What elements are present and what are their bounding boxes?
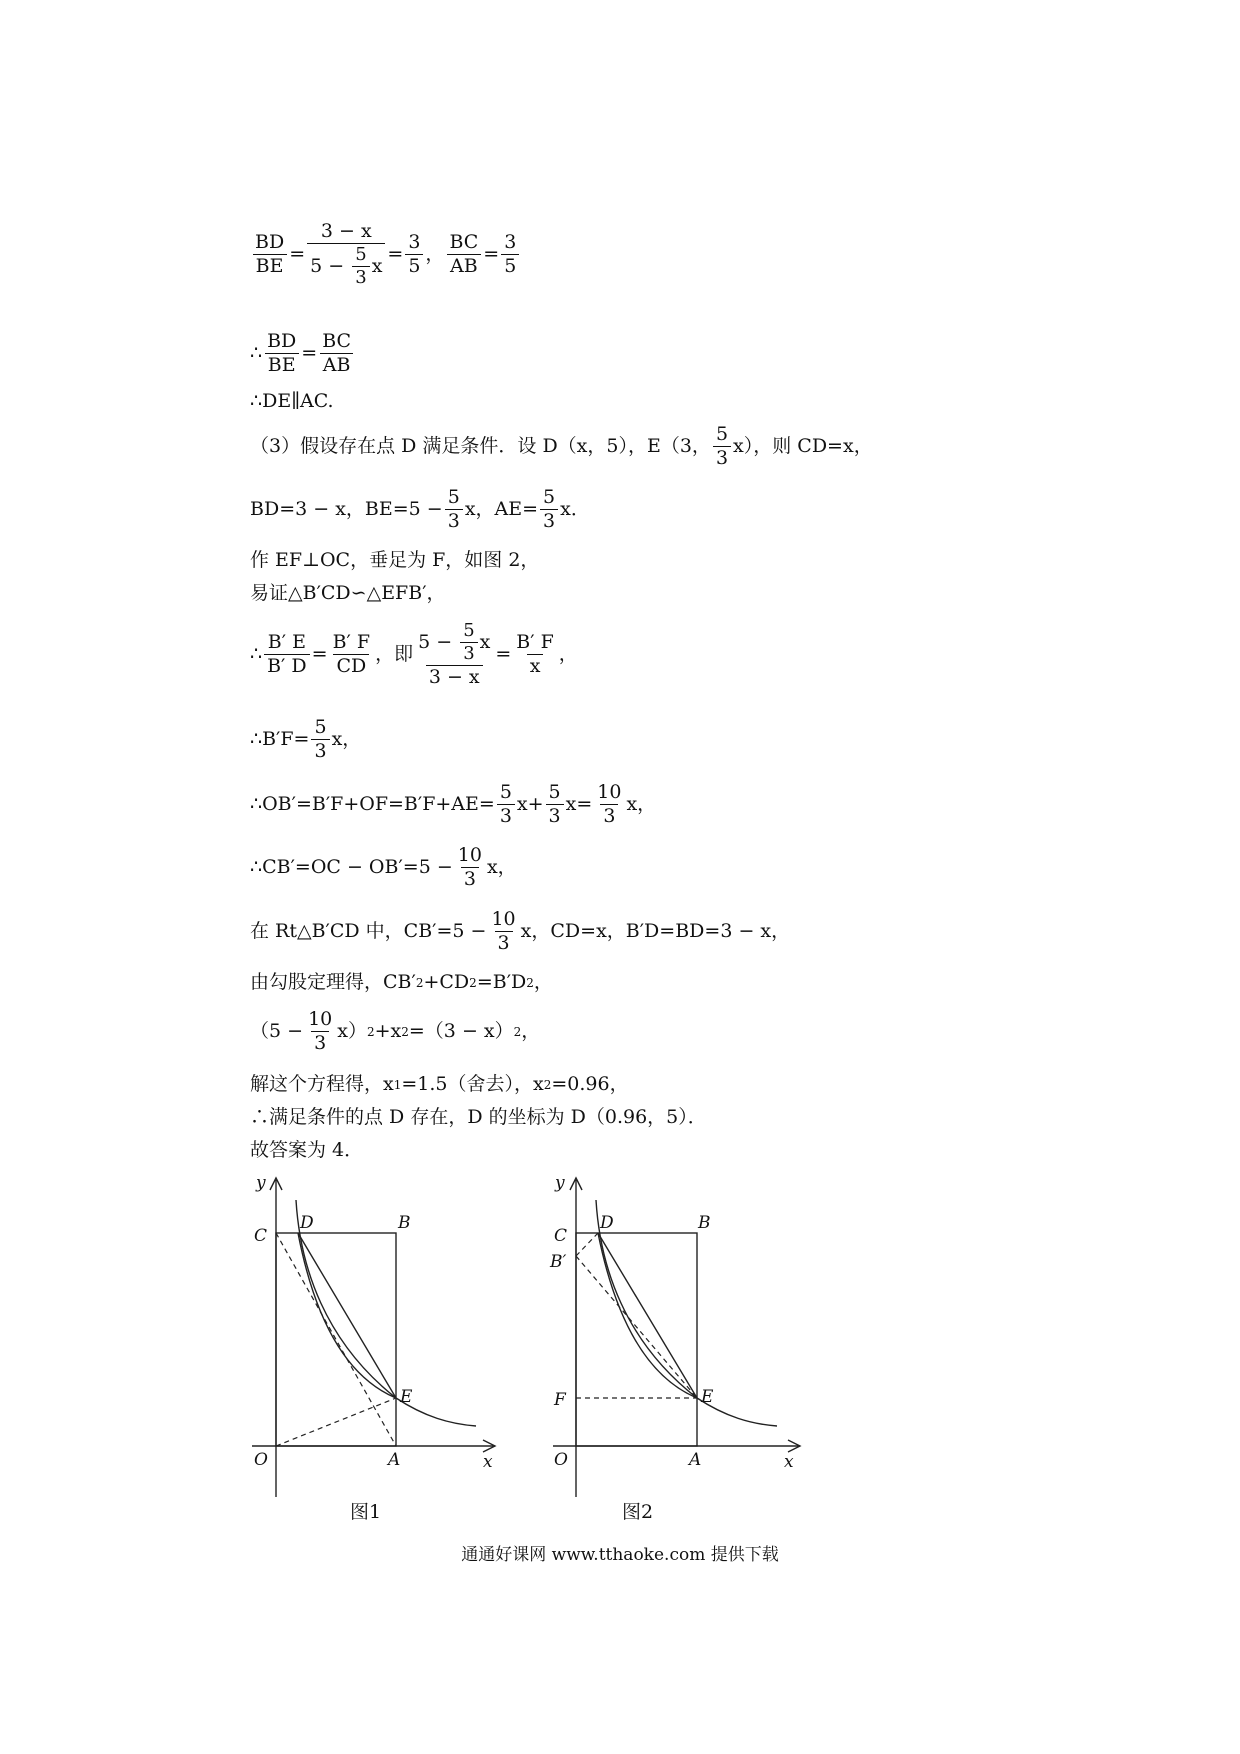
line-similar [250, 584, 446, 603]
frac-bf-cd [330, 633, 374, 676]
frac-bf-x [513, 633, 557, 676]
text: x． [560, 498, 590, 520]
label-f: F [554, 1390, 566, 1410]
label-d: D [600, 1213, 614, 1233]
den: 5 [405, 254, 423, 276]
eq: = [387, 243, 404, 265]
t: 5 − [310, 255, 345, 277]
text: ∴OB′=B′F+OF=B′F+AE= [250, 793, 495, 815]
label-x: x [483, 1452, 493, 1472]
text: x），则 CD=x， [733, 435, 873, 457]
frac-bd-be [264, 332, 299, 375]
caption-figure-1: 图1 [350, 1501, 382, 1523]
label-b: B [398, 1213, 411, 1233]
label-y: y [555, 1173, 565, 1193]
text: 解这个方程得，x [250, 1073, 394, 1095]
therefore: ∴ [250, 643, 263, 665]
label-y: y [256, 1173, 266, 1193]
t: x [479, 631, 491, 653]
text: ∴DE∥AC. [250, 390, 334, 412]
text: ， [533, 971, 553, 993]
den: AB [447, 254, 481, 276]
line-construct-ef [250, 551, 539, 570]
text: 作 EF⊥OC，垂足为 F，如图 2， [250, 549, 540, 571]
line-bd-be-ae [250, 488, 590, 531]
text: ∴CB′=OC − OB′=5 − [250, 856, 453, 878]
label-e: E [400, 1387, 413, 1407]
text: =0.96， [551, 1073, 629, 1095]
frac-3-5 [405, 233, 423, 276]
segment-bd [576, 1233, 598, 1256]
line-ob [250, 783, 656, 826]
den: CD [333, 654, 369, 676]
frac-10-3 [594, 783, 624, 826]
den: 3 [713, 446, 731, 468]
text: （3）假设存在点 D 满足条件．设 D（x，5），E（3， [250, 435, 711, 457]
num: 10 [597, 781, 622, 803]
den: BE [253, 254, 287, 276]
line-solve: 解这个方程得，x 1 =1.5（舍去），x 2 =0.96， [250, 1073, 629, 1095]
frac-5-3 [460, 622, 477, 663]
line-equation: （5 − $\frac{10}{3}$ x） 2 +x 2 =（3 − x） 2 ， [250, 1008, 541, 1054]
num: 3 − x [320, 220, 372, 242]
line-pythagoras: 由勾股定理得，CB′ 2 +CD 2 =B′D 2 ， [250, 971, 553, 993]
num: BD [255, 231, 285, 253]
text: ，即 [375, 643, 414, 665]
hyperbola-curve [296, 1200, 476, 1426]
num: BC [449, 231, 479, 253]
frac-10-3 [305, 1010, 335, 1053]
num: 10 [308, 1008, 333, 1030]
num: B′ F [332, 631, 371, 653]
frac-5-3 [445, 488, 463, 531]
den: 3 [546, 804, 564, 826]
label-a: A [388, 1450, 401, 1470]
frac-5-3 [713, 425, 731, 468]
t: 5 − [418, 631, 453, 653]
text: 在 Rt△B′CD 中，CB′=5 − [250, 920, 487, 942]
segment-be [576, 1256, 697, 1398]
text: ， [521, 1020, 541, 1042]
eq: = [483, 243, 500, 265]
figure-2-svg [545, 1172, 815, 1512]
den: 3 [495, 931, 513, 953]
text: BD=3 − x，BE=5 − [250, 498, 443, 520]
frac-bc-ab [446, 233, 481, 276]
frac-3-5 [501, 233, 519, 276]
segment-oe [276, 1398, 396, 1446]
segment-de [598, 1233, 697, 1398]
text: 由勾股定理得，CB′ [250, 971, 416, 993]
label-x: x [784, 1452, 794, 1472]
label-e: E [701, 1387, 714, 1407]
num: 10 [457, 844, 482, 866]
den: 3 [445, 509, 463, 531]
footer-source: 通通好课网 www.tthaoke.com 提供下载 [461, 1545, 779, 1565]
text: +CD [423, 971, 470, 993]
text: x） [337, 1020, 367, 1042]
num: B′ F [516, 631, 554, 653]
text: （5 − [250, 1020, 304, 1042]
num: 3 [504, 231, 517, 253]
den: BE [265, 353, 299, 375]
num: 3 [408, 231, 421, 253]
label-a: A [689, 1450, 702, 1470]
figure-1-svg [240, 1172, 510, 1512]
den: 3 [497, 804, 515, 826]
rectangle-oabc [576, 1233, 697, 1446]
text: x， [331, 728, 362, 750]
frac-5-3 [311, 718, 329, 761]
text: 故答案为 4． [250, 1139, 364, 1161]
num: 5 [447, 486, 460, 508]
frac-be-bd [264, 633, 310, 676]
therefore: ∴ [250, 342, 263, 364]
num: BC [322, 330, 352, 352]
num [415, 622, 493, 665]
label-c: C [554, 1226, 568, 1246]
frac-5-3 [497, 783, 515, 826]
line-therefore-ratio [250, 332, 356, 375]
text: ∴B′F= [250, 728, 310, 750]
text: =1.5（舍去），x [401, 1073, 544, 1095]
label-d: D [300, 1213, 314, 1233]
den: 3 [460, 642, 477, 663]
eq: = [289, 243, 306, 265]
label-o: O [254, 1450, 268, 1470]
text: x+ [516, 793, 544, 815]
num: 5 [355, 244, 367, 265]
num: 5 [715, 423, 729, 445]
text: ∴满足条件的点 D 存在，D 的坐标为 D（0.96，5）． [250, 1106, 707, 1128]
label-o: O [554, 1450, 568, 1470]
den: B′ D [264, 654, 310, 676]
line-conclusion [250, 1108, 707, 1127]
den: 3 [600, 804, 618, 826]
frac-complex [415, 622, 493, 687]
segment-de [298, 1233, 396, 1398]
line-bf [250, 718, 361, 761]
frac-10-3 [455, 846, 485, 889]
den: 5 [501, 254, 519, 276]
text: +x [374, 1020, 402, 1042]
den: x [527, 654, 544, 676]
num: 5 [548, 781, 561, 803]
text: x，CD=x，B′D=BD=3 − x， [520, 920, 791, 942]
hyperbola-curve [596, 1200, 777, 1426]
diagonal-ca [276, 1233, 396, 1446]
label-b: B [698, 1213, 711, 1233]
figure-2 [545, 1172, 815, 1516]
text: ， [558, 643, 578, 665]
frac-bd-be [252, 233, 287, 276]
sep: ， [425, 243, 445, 265]
label-c: C [254, 1226, 268, 1246]
num: 5 [499, 781, 512, 803]
line-part3 [250, 425, 873, 468]
label-b-prime: B′ [550, 1252, 567, 1272]
frac-10-3 [488, 910, 518, 953]
figure-1 [240, 1172, 510, 1516]
den: 3 [461, 867, 479, 889]
eq: = [301, 342, 318, 364]
frac-5-3 [546, 783, 564, 826]
text: =B′D [476, 971, 527, 993]
text: x， [486, 856, 517, 878]
den: 3 [311, 739, 329, 761]
num: B′ E [267, 631, 306, 653]
den: AB [320, 353, 354, 375]
line-ratio-bd-be [250, 222, 521, 287]
den: 3 [540, 509, 558, 531]
frac-5-3 [352, 246, 369, 287]
den: 3 [311, 1031, 329, 1053]
num: 5 [463, 620, 475, 641]
num: BD [267, 330, 297, 352]
t: x [371, 255, 383, 277]
eq: = [495, 643, 512, 665]
num: 10 [491, 908, 516, 930]
frac-5-3 [540, 488, 558, 531]
num: 5 [314, 716, 327, 738]
text: 易证△B′CD∽△EFB′， [250, 582, 446, 604]
den: 3 − x [426, 665, 483, 687]
den: 3 [352, 266, 369, 287]
eq: = [311, 643, 328, 665]
text: x， [626, 793, 657, 815]
text: =（3 − x） [408, 1020, 514, 1042]
num: 5 [543, 486, 556, 508]
line-de-parallel [250, 392, 334, 411]
line-rt-triangle [250, 910, 790, 953]
text: x，AE= [464, 498, 539, 520]
text: x= [565, 793, 593, 815]
frac-complex [307, 222, 385, 287]
line-cb [250, 846, 517, 889]
caption-figure-2: 图2 [622, 1501, 654, 1523]
line-proportion [250, 622, 578, 687]
line-answer [250, 1141, 363, 1160]
den [307, 243, 385, 287]
frac-bc-ab [319, 332, 354, 375]
